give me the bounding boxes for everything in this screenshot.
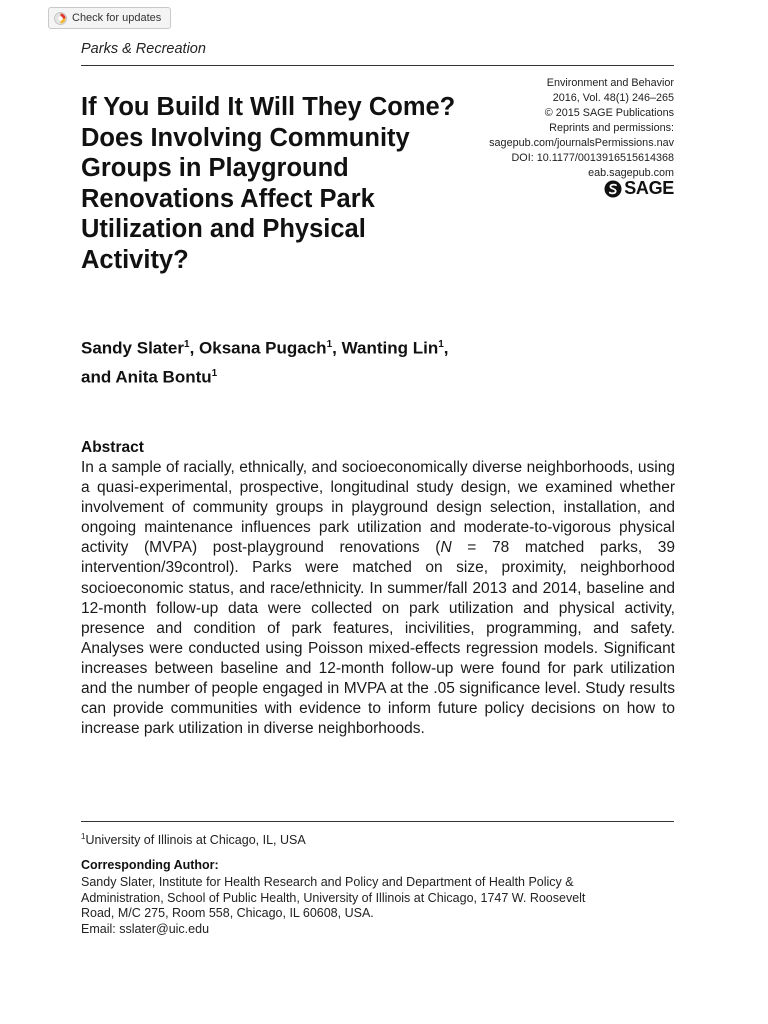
author-name: Wanting Lin <box>341 338 439 358</box>
sage-logo-icon <box>604 180 622 198</box>
abstract-text-part: In a sample of racially, ethnically, and socioeconomically diverse neighborhoods, using a quasi-experimental, prospective, longitudinal study design, we examined whether involvement of community groups in playground design selection, installation, and ongoing maintenance influences park utilization and moderate-to-vigorous physical activity (MVPA) post-playground renovations ( <box>81 459 675 557</box>
author-name: Sandy Slater <box>81 338 184 358</box>
corresponding-author-line: Sandy Slater, Institute for Health Research and Policy and Department of Health Policy & <box>81 875 574 889</box>
journal-volume: 2016, Vol. 48(1) 246–265 <box>552 92 674 104</box>
header-rule <box>81 65 674 66</box>
abstract-n-symbol: N <box>440 539 452 557</box>
author-list <box>81 332 641 389</box>
journal-permissions-link[interactable]: sagepub.com/journalsPermissions.nav <box>489 137 674 149</box>
corresponding-author-details <box>81 875 681 937</box>
author-affiliation-mark: 1 <box>438 339 444 350</box>
affiliation-mark: 1 <box>81 832 86 841</box>
check-for-updates-badge[interactable] <box>48 7 171 29</box>
article-title: If You Build It Will They Come? Does Involving Community Groups in Playground Renovations Affect Park Utilization and Physical Activity? <box>81 93 456 274</box>
author-name: and Anita Bontu <box>81 367 212 387</box>
corresponding-author-line: Administration, School of Public Health, University of Illinois at Chicago, 1747 W. Roosevelt <box>81 890 586 905</box>
author-separator: , <box>332 338 342 358</box>
section-label: Parks & Recreation <box>81 41 206 57</box>
affiliation-text: University of Illinois at Chicago, IL, USA <box>85 833 306 848</box>
abstract-text <box>81 458 675 739</box>
check-updates-icon <box>54 12 67 25</box>
abstract-text-part: = 78 matched parks, 39 intervention/39control). Parks were matched on size, proximity, neighborhood socioeconomic status, and race/ethnicity. In summer/fall 2013 and 2014, baseline and 12-month follow-up data were collected on park utilization and physical activity, presence and condition of park features, incivilities, programming, and safety. Analyses were conducted using Poisson mixed-effects regression models. Significant increases between baseline and 12-month follow-up were found for park utilization and the number of people engaged in MVPA at the .05 significance level. Study results can provide communities with evidence to inform future policy decisions on how to increase park utilization in diverse neighborhoods. <box>81 539 675 738</box>
author-separator: , <box>189 338 200 358</box>
author-separator: , <box>443 338 449 358</box>
check-for-updates-label: Check for updates <box>72 12 162 24</box>
corresponding-author-heading: Corresponding Author: <box>81 858 219 872</box>
corresponding-author-line: Road, M/C 275, Room 558, Chicago, IL 60608, USA. <box>81 906 374 921</box>
journal-name: Environment and Behavior <box>546 77 674 89</box>
abstract-heading: Abstract <box>81 439 144 456</box>
footnote-rule <box>81 821 674 822</box>
affiliation-footnote <box>81 832 306 847</box>
journal-doi[interactable]: DOI: 10.1177/0013916515614368 <box>511 152 674 164</box>
journal-reprints: Reprints and permissions: <box>549 122 674 134</box>
journal-website[interactable]: eab.sagepub.com <box>588 167 674 179</box>
author-affiliation-mark: 1 <box>211 367 218 379</box>
sage-logo <box>604 178 674 199</box>
author-affiliation-mark: 1 <box>184 339 190 350</box>
corresponding-author-email[interactable]: Email: sslater@uic.edu <box>81 921 210 936</box>
author-affiliation-mark: 1 <box>326 339 333 350</box>
sage-logo-text: SAGE <box>624 178 674 198</box>
author-name: Oksana Pugach <box>199 338 327 358</box>
journal-copyright: © 2015 SAGE Publications <box>544 107 674 119</box>
